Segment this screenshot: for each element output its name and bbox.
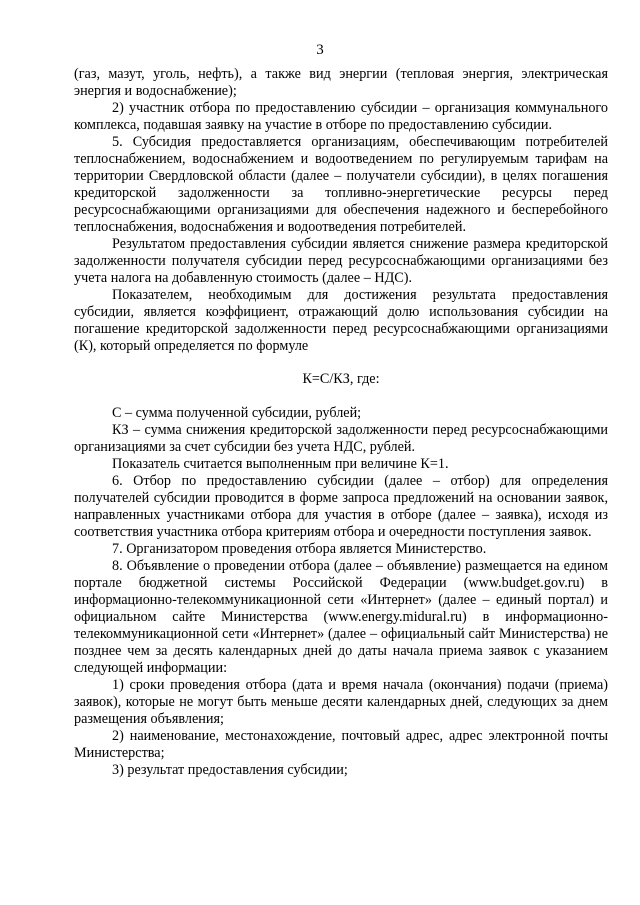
paragraph-c-definition: С – сумма полученной субсидии, рублей; [112,405,362,421]
paragraph-indicator: Показателем, необходимым для достижения результата предоставления субсидии, является коэффициент, отражающий долю использования субсидии на погашение кредиторской задолженности перед ресурсоснабжающими организациями (К), который определяется по формуле [74,287,608,354]
paragraph-section-6: 6. Отбор по предоставлению субсидии (далее – отбор) для определения получателей субсидии проводится в форме запроса предложений на основании заявок, направленных участниками отбора для участия в отборе (далее – заявка), исходя из соответствия участника отбора критериям отбора и очередности поступления заявок. [74,473,608,540]
list-item-3: 3) результат предоставления субсидии; [112,762,348,778]
list-item-2: 2) наименование, местонахождение, почтовый адрес, адрес электронной почты Министерства; [74,728,608,761]
paragraph-result: Результатом предоставления субсидии является снижение размера кредиторской задолженности получателя субсидии перед ресурсоснабжающими организациями без учета налога на добавленную стоимость (далее – НДС). [74,236,608,286]
list-item-1: 1) сроки проведения отбора (дата и время начала (окончания) подачи (приема) заявок), которые не могут быть меньше десяти календарных дней, следующих за днем размещения объявления; [74,677,608,727]
paragraph-section-5: 5. Субсидия предоставляется организациям, обеспечивающим потребителей теплоснабжением, водоснабжением и водоотведением по регулируемым тарифам на территории Свердловской области (далее – получатели субсидии), в целях погашения кредиторской задолженности за топливно-энергетические ресурсы перед ресурсоснабжающими организациями для обеспечения надежного и бесперебойного теплоснабжения, водоснабжения и водоотведения потребителей. [74,134,608,235]
paragraph-continuation: (газ, мазут, уголь, нефть), а также вид энергии (тепловая энергия, электрическая энергия и водоснабжение); [74,66,608,99]
paragraph-section-8: 8. Объявление о проведении отбора (далее – объявление) размещается на едином портале бюджетной системы Российской Федерации (www.budget.gov.ru) в информационно-телекоммуникационной сети «Интернет» (далее – единый портал) и официальном сайте Министерства (www.energy.midural.ru) в информационно-телекоммуникационной сети «Интернет» (далее – официальный сайт Министерства) не позднее чем за десять календарных дней до даты начала приема заявок с указанием следующей информации: [74,558,608,676]
formula: К=С/КЗ, где: [302,371,380,387]
document-body [74,66,608,779]
paragraph-participant-definition: 2) участник отбора по предоставлению субсидии – организация коммунального комплекса, подавшая заявку на участие в отборе по предоставлению субсидии. [74,100,608,133]
paragraph-section-7: 7. Организатором проведения отбора является Министерство. [112,541,487,557]
paragraph-indicator-met: Показатель считается выполненным при величине К=1. [112,456,449,472]
paragraph-kz-definition: КЗ – сумма снижения кредиторской задолженности перед ресурсоснабжающими организациями за счет субсидии без учета НДС, рублей. [74,422,608,455]
page-number: 3 [316,42,324,58]
